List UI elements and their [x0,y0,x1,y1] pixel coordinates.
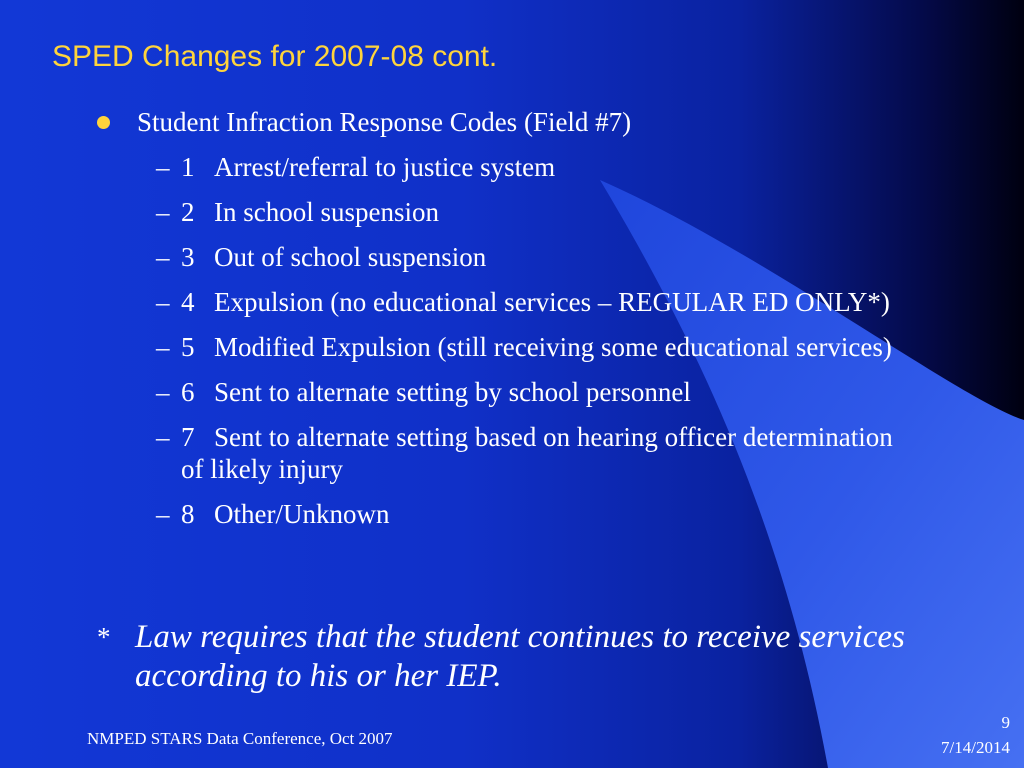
page-number: 9 [1001,713,1010,732]
list-item [148,498,908,530]
code-text: Modified Expulsion (still receiving some educational services) [214,332,892,362]
code-text: Sent to alternate setting based on hearing officer determination of likely injury [181,422,893,484]
dash-marker: – [156,197,170,227]
code-text: Expulsion (no educational services – REGULAR ED ONLY*) [214,287,890,317]
dash-marker: – [156,422,170,452]
footer-meta [941,710,1010,760]
dash-marker: – [156,242,170,272]
list-item [148,376,908,408]
code-text: In school suspension [214,197,439,227]
dash-marker: – [156,152,170,182]
bullet-dot-icon [97,116,110,129]
note-text: Law requires that the student continues to receive services according to his or her IEP. [135,619,905,694]
footer-conference: NMPED STARS Data Conference, Oct 2007 [87,729,393,748]
dash-marker: – [156,287,170,317]
code-text: Arrest/referral to justice system [214,152,556,182]
slide-title: SPED Changes for 2007-08 cont. [52,40,498,73]
code-number: 8 [181,499,195,529]
list-item [148,331,908,363]
list-item [148,196,908,228]
code-number: 6 [181,377,195,407]
note-asterisk: * [97,622,111,652]
code-number: 5 [181,332,195,362]
code-number: 1 [181,152,195,182]
code-number: 3 [181,242,195,272]
list-item [148,241,908,273]
dash-marker: – [156,377,170,407]
code-number: 2 [181,197,195,227]
legal-note [97,618,927,696]
footer-date: 7/14/2014 [941,738,1010,757]
code-number: 7 [181,422,195,452]
code-text: Sent to alternate setting by school personnel [214,377,691,407]
infraction-code-list [148,151,908,543]
list-item [148,151,908,183]
code-text: Other/Unknown [214,499,390,529]
dash-marker: – [156,499,170,529]
dash-marker: – [156,332,170,362]
list-item [148,421,908,485]
main-bullet-text: Student Infraction Response Codes (Field #7) [137,107,632,137]
list-item [148,286,908,318]
code-text: Out of school suspension [214,242,487,272]
code-number: 4 [181,287,195,317]
